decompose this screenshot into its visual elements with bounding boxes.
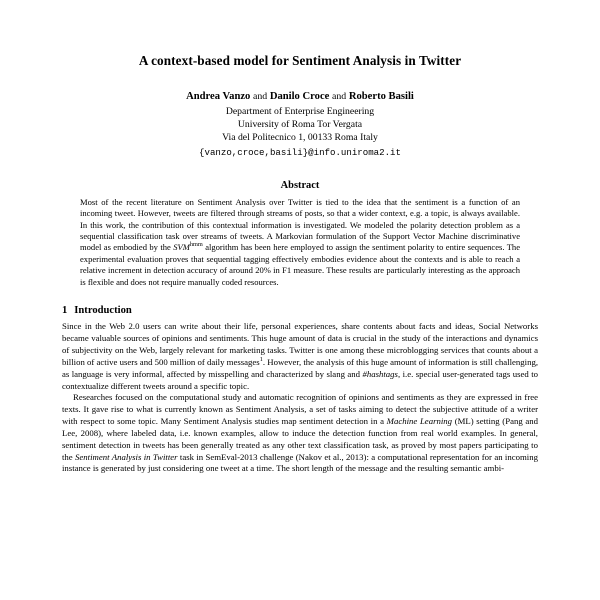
affiliation-line-2: University of Roma Tor Vergata: [237, 118, 363, 130]
abstract-heading: Abstract: [280, 179, 320, 191]
paragraph-1: [62, 321, 538, 392]
affiliation-line-1: Department of Enterprise Engineering: [225, 106, 375, 118]
section-number: 1: [62, 305, 68, 317]
term-hashtags: #hashtags: [362, 368, 398, 379]
page-title: A context-based model for Sentiment Analysis in Twitter: [138, 53, 462, 68]
footnote-marker-1: 1: [259, 356, 263, 363]
contact-email: {vanzo,croce,basili}@info.uniroma2.it: [199, 146, 401, 158]
abstract-text: [80, 197, 520, 289]
svm-hmm-label: [173, 242, 203, 252]
author-list: [62, 91, 538, 102]
author-conjunction-1: and: [253, 91, 268, 103]
term-machine-learning: Machine Learning: [386, 416, 453, 427]
paragraph-2: [62, 392, 538, 475]
author-conjunction-2: and: [332, 91, 347, 103]
task-name-sentiment-analysis-in-twitter: Sentiment Analysis in Twitter: [75, 451, 178, 462]
svm-superscript: hmm: [189, 241, 203, 249]
section-heading-introduction: [62, 305, 538, 316]
abstract-part-2: algorithm has been here employed to assign the sentiment polarity to entire sequences. The experimental evaluation proves that sequential tagging effectively embodies evidence about the contexts and is able to reach a relative increment in detection accuracy of around 20% in F1 measure. These results are particularly interesting as the approach is flexible and does not require manually coded resources.: [80, 242, 520, 287]
run-text: Researches focused on the computational study and automatic recognition of opinions and sentiments as they are expressed in free texts. It gave rise to what is currently known as Sentiment Analysis, a set of tasks aiming to detect the subjective attitude of a writer with respect to some topic. Many Sentiment Analysis studies map sentiment detection in a: [62, 392, 538, 427]
run-text: Since in the Web 2.0 users can write about their life, personal experiences, share contents about facts and ideas, Social Networks became valuable sources of opinions and sentiments. This huge amount of data is crucial in the study of the interactions and dynamics of subjectivity on the Web, largely relevant for marketing tasks. Twitter is one among these microblogging services that counts about a billion of active users and 500 million of daily messages: [62, 321, 538, 367]
author-3: Roberto Basili: [348, 91, 414, 103]
svm-base: SVM: [173, 242, 190, 253]
section-title: Introduction: [74, 305, 132, 317]
affiliation-line-3: Via del Politecnico 1, 00133 Roma Italy: [222, 131, 378, 143]
run-text: , i.e. special user-generated tags used to contextualize different tweets around a specific topic.: [62, 368, 538, 391]
affiliation-block: [62, 106, 538, 144]
author-2: Danilo Croce: [269, 91, 330, 103]
abstract-part-1: Most of the recent literature on Sentiment Analysis over Twitter is tied to the idea that the sentiment is a function of an incoming tweet. However, tweets are filtered through streams of posts, so that a wider context, e.g. a topic, is always available. In this work, the contribution of this contextual information is investigated. We modeled the polarity detection problem as a sequential classification task over streams of tweets. A Markovian formulation of the Support Vector Machine discriminative model as embodied by the: [80, 196, 520, 253]
run-text: task in SemEval-2013 challenge (Nakov et al., 2013): a computational representation for an incoming instance is generated by just considering one tweet at a time. The short length of the message and the resulting semantic ambi-: [62, 451, 538, 474]
author-1: Andrea Vanzo: [186, 91, 251, 103]
run-text: (ML) setting (Pang and Lee, 2008), where labeled data, i.e. known examples, allow to induce the detection function from real world examples. In general, sentiment detection in tweets has been generally treated as any other text classification task, as proved by most papers participating to the: [62, 416, 538, 462]
run-text: . However, the analysis of this huge amount of information is still challenging, as language is very informal, affected by misspelling and characterized by slang and: [62, 356, 539, 379]
